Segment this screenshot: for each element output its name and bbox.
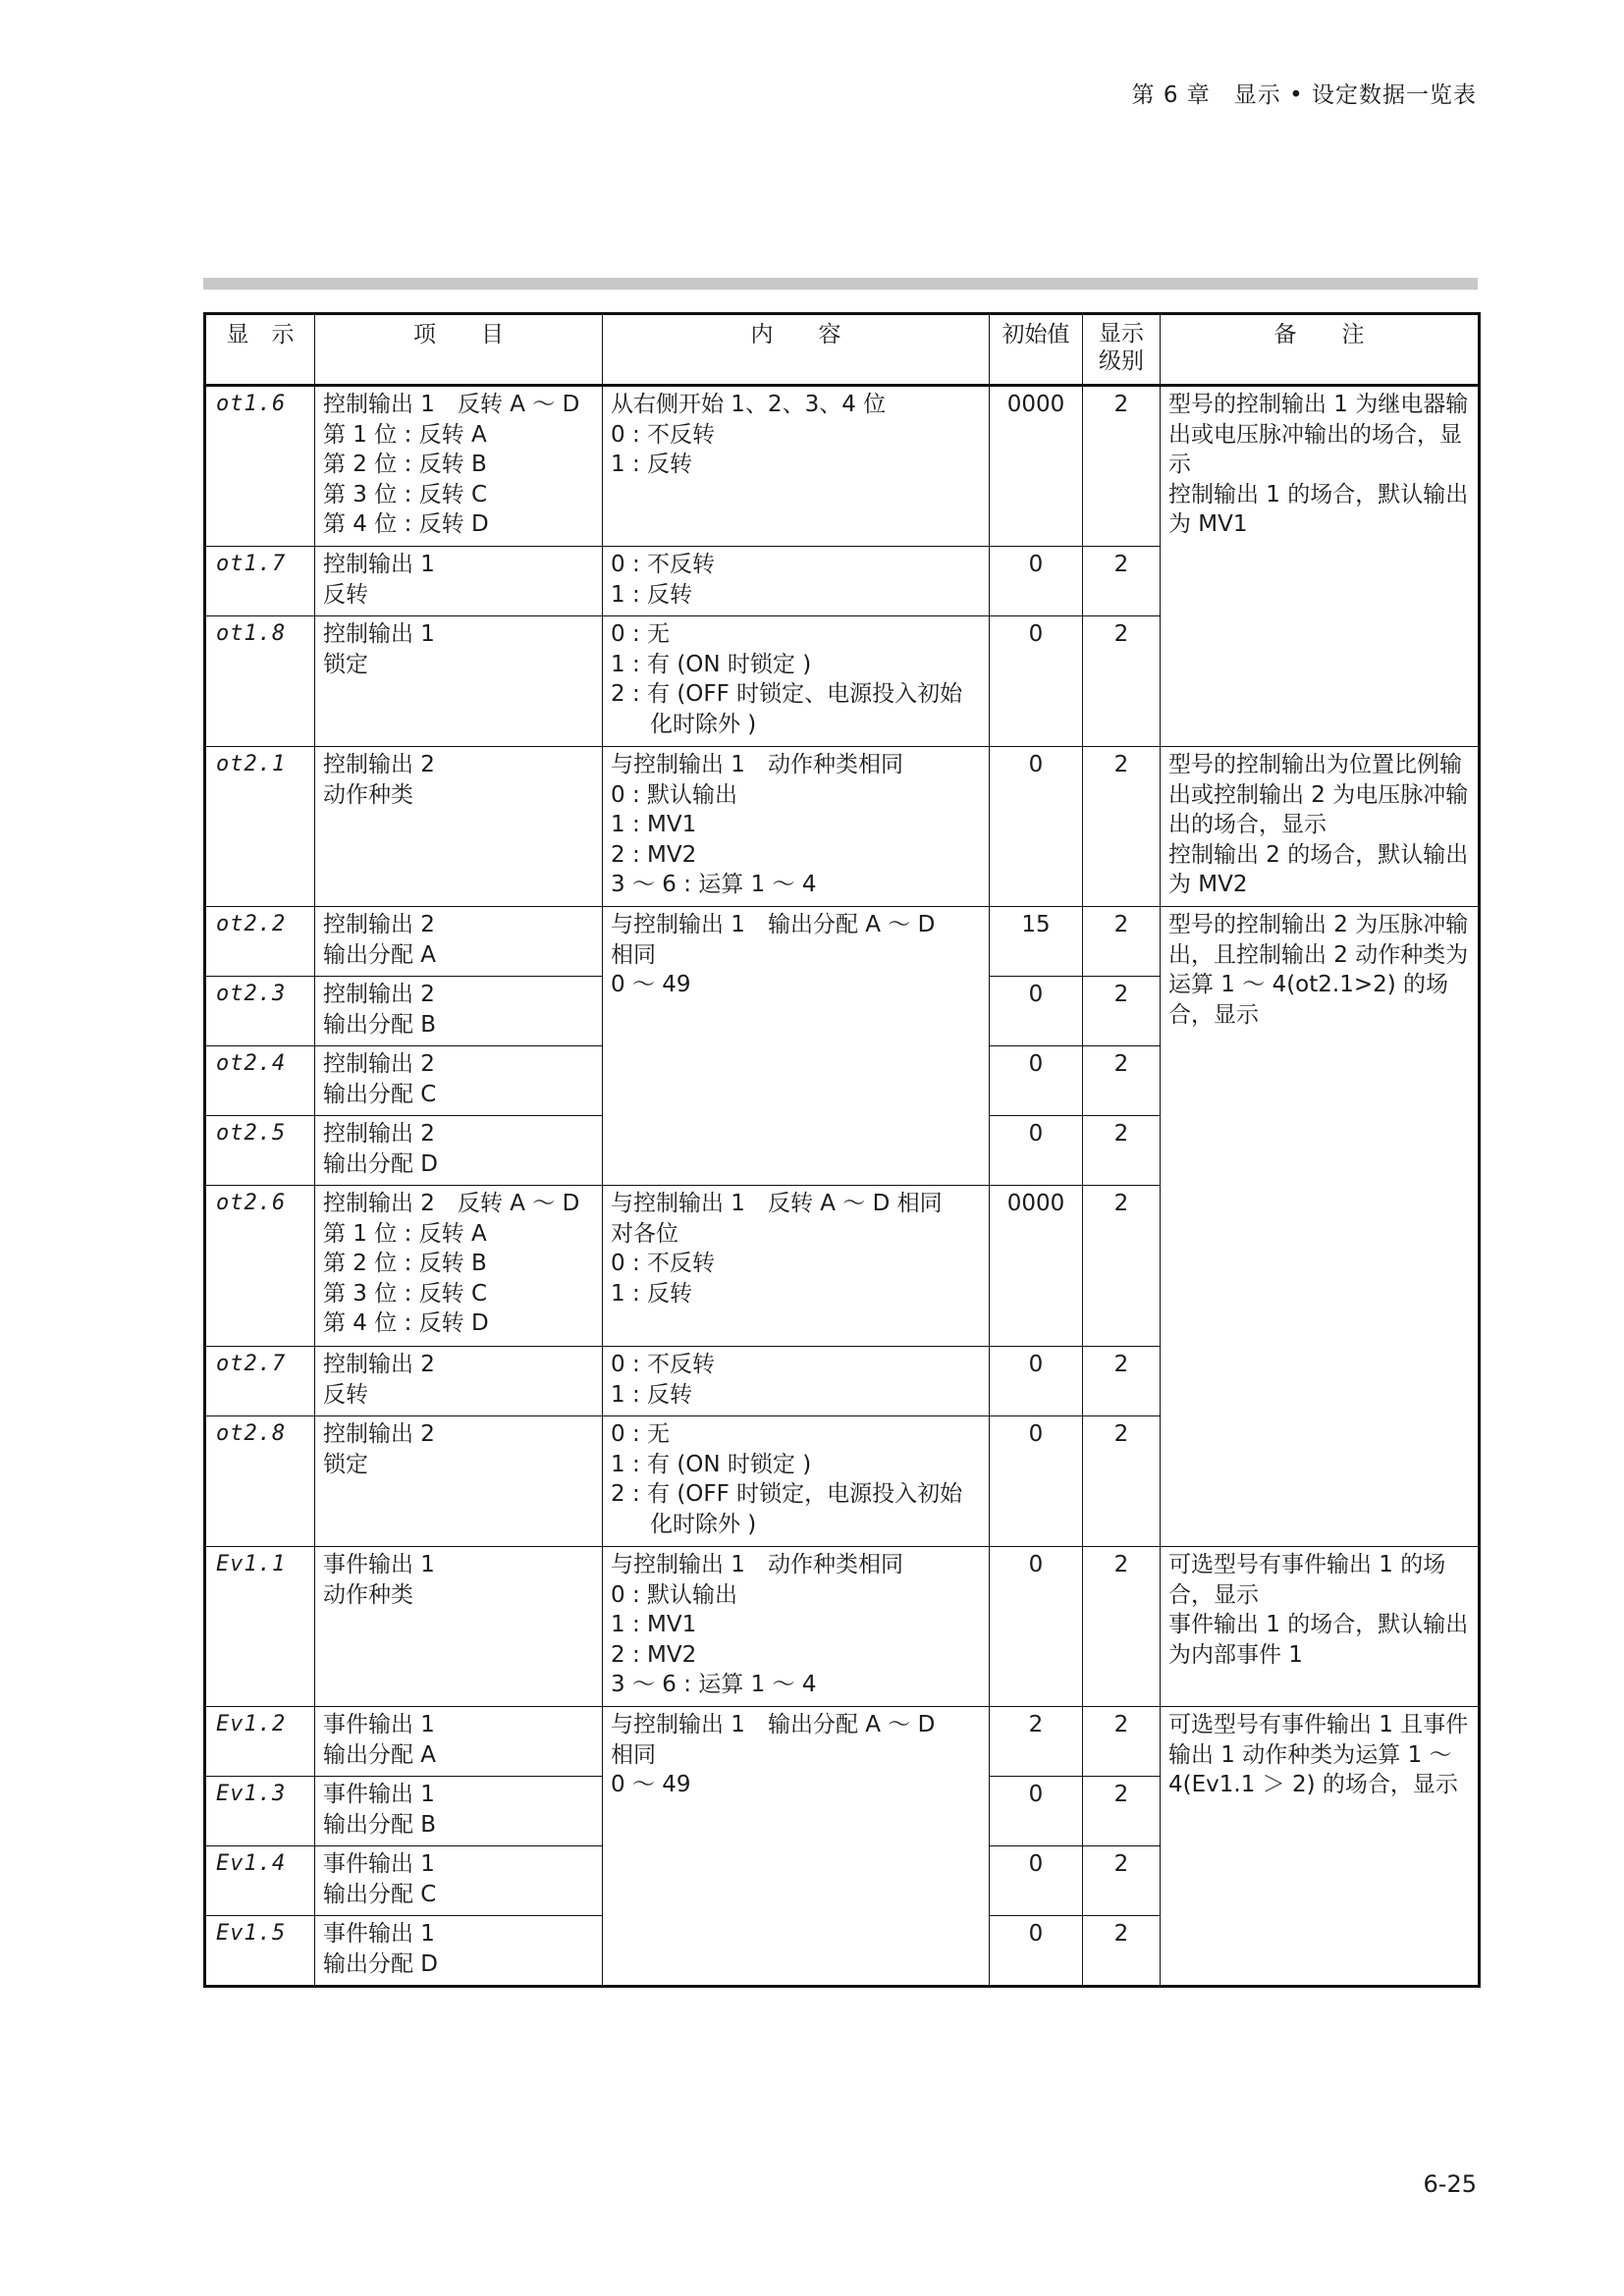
item-line: 锁定 bbox=[323, 651, 368, 677]
content-line: 0 : 默认输出 bbox=[611, 781, 738, 808]
item-line: 控制输出 1 bbox=[323, 552, 435, 577]
display-code: ot2.7 bbox=[205, 1347, 315, 1416]
display-code: ot2.8 bbox=[205, 1416, 315, 1547]
item-cell bbox=[315, 1777, 603, 1846]
display-level: 2 bbox=[1083, 1846, 1161, 1916]
content-cell bbox=[603, 747, 990, 907]
initial-value: 15 bbox=[990, 907, 1083, 977]
content-line: 1 : MV1 bbox=[611, 812, 697, 837]
content-line: 与控制输出 1 动作种类相同 bbox=[611, 1552, 903, 1577]
settings-table bbox=[203, 312, 1481, 1988]
content-line: 1 : 反转 bbox=[611, 452, 693, 477]
item-line: 锁定 bbox=[323, 1451, 368, 1477]
item-line: 控制输出 2 反转 A ～ D bbox=[323, 1191, 580, 1216]
initial-value: 0 bbox=[990, 1347, 1083, 1416]
item-line: 第 2 位 : 反转 B bbox=[323, 452, 487, 477]
item-cell bbox=[315, 616, 603, 747]
note-line: 型号的控制输出 1 为继电器输出或电压脉冲输出的场合，显示 bbox=[1168, 392, 1469, 477]
content-cell bbox=[603, 1547, 990, 1707]
item-line: 反转 bbox=[323, 581, 368, 608]
display-level: 2 bbox=[1083, 1416, 1161, 1547]
content-cell bbox=[603, 616, 990, 747]
content-line: 0 : 无 bbox=[611, 621, 671, 647]
content-line: 相同 bbox=[611, 941, 656, 968]
col-header-line: 级别 bbox=[1099, 348, 1144, 374]
item-line: 反转 bbox=[323, 1381, 368, 1408]
item-line: 输出分配 D bbox=[323, 1150, 439, 1177]
table-row bbox=[205, 1547, 1480, 1707]
item-line: 输出分配 A bbox=[323, 1741, 437, 1768]
note-cell bbox=[1161, 907, 1480, 1547]
note-cell bbox=[1161, 747, 1480, 907]
content-cell bbox=[603, 1186, 990, 1347]
content-line: 与控制输出 1 反转 A ～ D 相同 bbox=[611, 1191, 943, 1216]
item-line: 输出分配 D bbox=[323, 1950, 439, 1977]
content-line: 从右侧开始 1、2、3、4 位 bbox=[611, 392, 887, 417]
display-level: 2 bbox=[1083, 1186, 1161, 1347]
col-header: 项 目 bbox=[315, 314, 603, 386]
initial-value: 0 bbox=[990, 1046, 1083, 1116]
content-line: 1 : 有 (ON 时锁定 ) bbox=[611, 1451, 812, 1477]
display-level: 2 bbox=[1083, 1916, 1161, 1987]
content-cell bbox=[603, 907, 990, 1186]
item-line: 控制输出 2 bbox=[323, 752, 435, 777]
note-line: 控制输出 1 的场合，默认输出为 MV1 bbox=[1168, 481, 1469, 537]
content-line: 0 ～ 49 bbox=[611, 1772, 691, 1797]
item-line: 输出分配 C bbox=[323, 1881, 437, 1907]
display-code: ot1.8 bbox=[205, 616, 315, 747]
initial-value: 0 bbox=[990, 547, 1083, 616]
content-line: 1 : 反转 bbox=[611, 1280, 693, 1307]
display-level: 2 bbox=[1083, 1046, 1161, 1116]
item-cell bbox=[315, 747, 603, 907]
item-line: 输出分配 B bbox=[323, 1811, 437, 1838]
display-level: 2 bbox=[1083, 907, 1161, 977]
item-line: 输出分配 A bbox=[323, 941, 437, 968]
content-line: 0 ～ 49 bbox=[611, 972, 691, 997]
item-cell bbox=[315, 1547, 603, 1707]
initial-value: 0000 bbox=[990, 1186, 1083, 1347]
item-line: 动作种类 bbox=[323, 781, 413, 808]
content-cell bbox=[603, 547, 990, 616]
content-line: 2 : 有 (OFF 时锁定、电源投入初始化时除外 ) bbox=[611, 681, 963, 737]
item-line: 第 1 位 : 反转 A bbox=[323, 421, 487, 448]
item-line: 控制输出 2 bbox=[323, 1051, 435, 1077]
display-code: ot2.2 bbox=[205, 907, 315, 977]
initial-value: 0 bbox=[990, 616, 1083, 747]
initial-value: 0000 bbox=[990, 386, 1083, 547]
display-code: ot1.7 bbox=[205, 547, 315, 616]
content-line: 0 : 默认输出 bbox=[611, 1581, 738, 1608]
display-code: Ev1.2 bbox=[205, 1707, 315, 1777]
content-line: 0 : 无 bbox=[611, 1421, 671, 1447]
content-line: 与控制输出 1 动作种类相同 bbox=[611, 752, 903, 777]
item-line: 第 1 位 : 反转 A bbox=[323, 1220, 487, 1247]
col-header-line: 显示 bbox=[1099, 321, 1144, 347]
initial-value: 0 bbox=[990, 747, 1083, 907]
item-line: 控制输出 2 bbox=[323, 1121, 435, 1147]
note-line: 控制输出 2 的场合，默认输出为 MV2 bbox=[1168, 841, 1469, 897]
display-level: 2 bbox=[1083, 1547, 1161, 1707]
note-line: 型号的控制输出为位置比例输出或控制输出 2 为电压脉冲输出的场合，显示 bbox=[1168, 752, 1469, 837]
item-cell bbox=[315, 547, 603, 616]
table-row bbox=[205, 907, 1480, 977]
item-line: 第 4 位 : 反转 D bbox=[323, 1310, 489, 1336]
initial-value: 2 bbox=[990, 1707, 1083, 1777]
col-header: 显 示 bbox=[205, 314, 315, 386]
initial-value: 0 bbox=[990, 1846, 1083, 1916]
item-line: 事件输出 1 bbox=[323, 1851, 435, 1877]
content-line: 1 : 有 (ON 时锁定 ) bbox=[611, 651, 812, 677]
content-line: 3 ～ 6 : 运算 1 ～ 4 bbox=[611, 1672, 817, 1697]
item-line: 事件输出 1 bbox=[323, 1921, 435, 1947]
table-row bbox=[205, 386, 1480, 547]
col-header: 内 容 bbox=[603, 314, 990, 386]
display-code: ot2.6 bbox=[205, 1186, 315, 1347]
display-code: Ev1.5 bbox=[205, 1916, 315, 1987]
note-line: 可选型号有事件输出 1 且事件输出 1 动作种类为运算 1 ～ 4(Ev1.1 ＞ 2) 的场合，显示 bbox=[1168, 1712, 1469, 1797]
initial-value: 0 bbox=[990, 1777, 1083, 1846]
content-cell bbox=[603, 1416, 990, 1547]
item-cell bbox=[315, 1916, 603, 1987]
item-cell bbox=[315, 1846, 603, 1916]
note-line: 可选型号有事件输出 1 的场合，显示 bbox=[1168, 1552, 1446, 1608]
note-line: 事件输出 1 的场合，默认输出为内部事件 1 bbox=[1168, 1612, 1469, 1668]
col-header bbox=[1083, 314, 1161, 386]
content-cell bbox=[603, 386, 990, 547]
item-cell bbox=[315, 977, 603, 1046]
item-line: 事件输出 1 bbox=[323, 1712, 435, 1737]
item-line: 控制输出 2 bbox=[323, 912, 435, 937]
table-header-row bbox=[205, 314, 1480, 386]
note-cell bbox=[1161, 1707, 1480, 1987]
display-level: 2 bbox=[1083, 547, 1161, 616]
display-level: 2 bbox=[1083, 977, 1161, 1046]
item-line: 动作种类 bbox=[323, 1581, 413, 1608]
col-header: 初始值 bbox=[990, 314, 1083, 386]
initial-value: 0 bbox=[990, 1916, 1083, 1987]
display-level: 2 bbox=[1083, 1777, 1161, 1846]
display-code: ot2.3 bbox=[205, 977, 315, 1046]
display-code: ot2.5 bbox=[205, 1116, 315, 1186]
item-cell bbox=[315, 907, 603, 977]
content-line: 1 : 反转 bbox=[611, 581, 693, 608]
chapter-header: 第 6 章 显示 • 设定数据一览表 bbox=[1131, 82, 1477, 108]
item-cell bbox=[315, 1046, 603, 1116]
item-line: 控制输出 2 bbox=[323, 982, 435, 1007]
page-number: 6-25 bbox=[1423, 2170, 1477, 2198]
initial-value: 0 bbox=[990, 1547, 1083, 1707]
initial-value: 0 bbox=[990, 1116, 1083, 1186]
display-code: Ev1.4 bbox=[205, 1846, 315, 1916]
item-cell bbox=[315, 1707, 603, 1777]
display-level: 2 bbox=[1083, 1347, 1161, 1416]
content-line: 与控制输出 1 输出分配 A ～ D bbox=[611, 1712, 936, 1737]
content-cell bbox=[603, 1347, 990, 1416]
item-line: 输出分配 B bbox=[323, 1011, 437, 1038]
content-line: 2 : MV2 bbox=[611, 841, 697, 868]
content-line: 与控制输出 1 输出分配 A ～ D bbox=[611, 912, 936, 937]
content-line: 0 : 不反转 bbox=[611, 1352, 716, 1377]
item-line: 第 2 位 : 反转 B bbox=[323, 1251, 487, 1276]
note-cell bbox=[1161, 386, 1480, 747]
content-line: 3 ～ 6 : 运算 1 ～ 4 bbox=[611, 872, 817, 897]
item-line: 事件输出 1 bbox=[323, 1782, 435, 1807]
item-line: 事件输出 1 bbox=[323, 1552, 435, 1577]
initial-value: 0 bbox=[990, 977, 1083, 1046]
content-line: 2 : MV2 bbox=[611, 1641, 697, 1668]
display-code: Ev1.1 bbox=[205, 1547, 315, 1707]
item-line: 第 4 位 : 反转 D bbox=[323, 511, 489, 537]
item-line: 输出分配 C bbox=[323, 1081, 437, 1107]
item-line: 控制输出 2 bbox=[323, 1421, 435, 1447]
display-level: 2 bbox=[1083, 386, 1161, 547]
display-level: 2 bbox=[1083, 1116, 1161, 1186]
content-line: 1 : 反转 bbox=[611, 1381, 693, 1408]
item-line: 第 3 位 : 反转 C bbox=[323, 481, 487, 507]
item-cell bbox=[315, 1347, 603, 1416]
item-cell bbox=[315, 1186, 603, 1347]
display-level: 2 bbox=[1083, 747, 1161, 907]
item-line: 控制输出 1 反转 A ～ D bbox=[323, 392, 580, 417]
note-cell bbox=[1161, 1547, 1480, 1707]
display-code: Ev1.3 bbox=[205, 1777, 315, 1846]
content-line: 2 : 有 (OFF 时锁定，电源投入初始化时除外 ) bbox=[611, 1481, 963, 1537]
item-cell bbox=[315, 1116, 603, 1186]
col-header: 备 注 bbox=[1161, 314, 1480, 386]
item-cell bbox=[315, 1416, 603, 1547]
content-line: 对各位 bbox=[611, 1220, 678, 1247]
content-line: 0 : 不反转 bbox=[611, 421, 716, 448]
content-line: 0 : 不反转 bbox=[611, 552, 716, 577]
display-code: ot1.6 bbox=[205, 386, 315, 547]
table-row bbox=[205, 747, 1480, 907]
item-line: 控制输出 1 bbox=[323, 621, 435, 647]
note-line: 型号的控制输出 2 为压脉冲输出，且控制输出 2 动作种类为运算 1 ～ 4(ot2.1>2) 的场合，显示 bbox=[1168, 912, 1469, 1028]
initial-value: 0 bbox=[990, 1416, 1083, 1547]
section-band bbox=[203, 278, 1478, 290]
display-code: ot2.1 bbox=[205, 747, 315, 907]
item-cell bbox=[315, 386, 603, 547]
display-level: 2 bbox=[1083, 616, 1161, 747]
item-line: 控制输出 2 bbox=[323, 1352, 435, 1377]
item-line: 第 3 位 : 反转 C bbox=[323, 1280, 487, 1307]
content-cell bbox=[603, 1707, 990, 1987]
content-line: 相同 bbox=[611, 1741, 656, 1768]
display-code: ot2.4 bbox=[205, 1046, 315, 1116]
table-row bbox=[205, 1707, 1480, 1777]
content-line: 1 : MV1 bbox=[611, 1612, 697, 1637]
content-line: 0 : 不反转 bbox=[611, 1251, 716, 1276]
display-level: 2 bbox=[1083, 1707, 1161, 1777]
